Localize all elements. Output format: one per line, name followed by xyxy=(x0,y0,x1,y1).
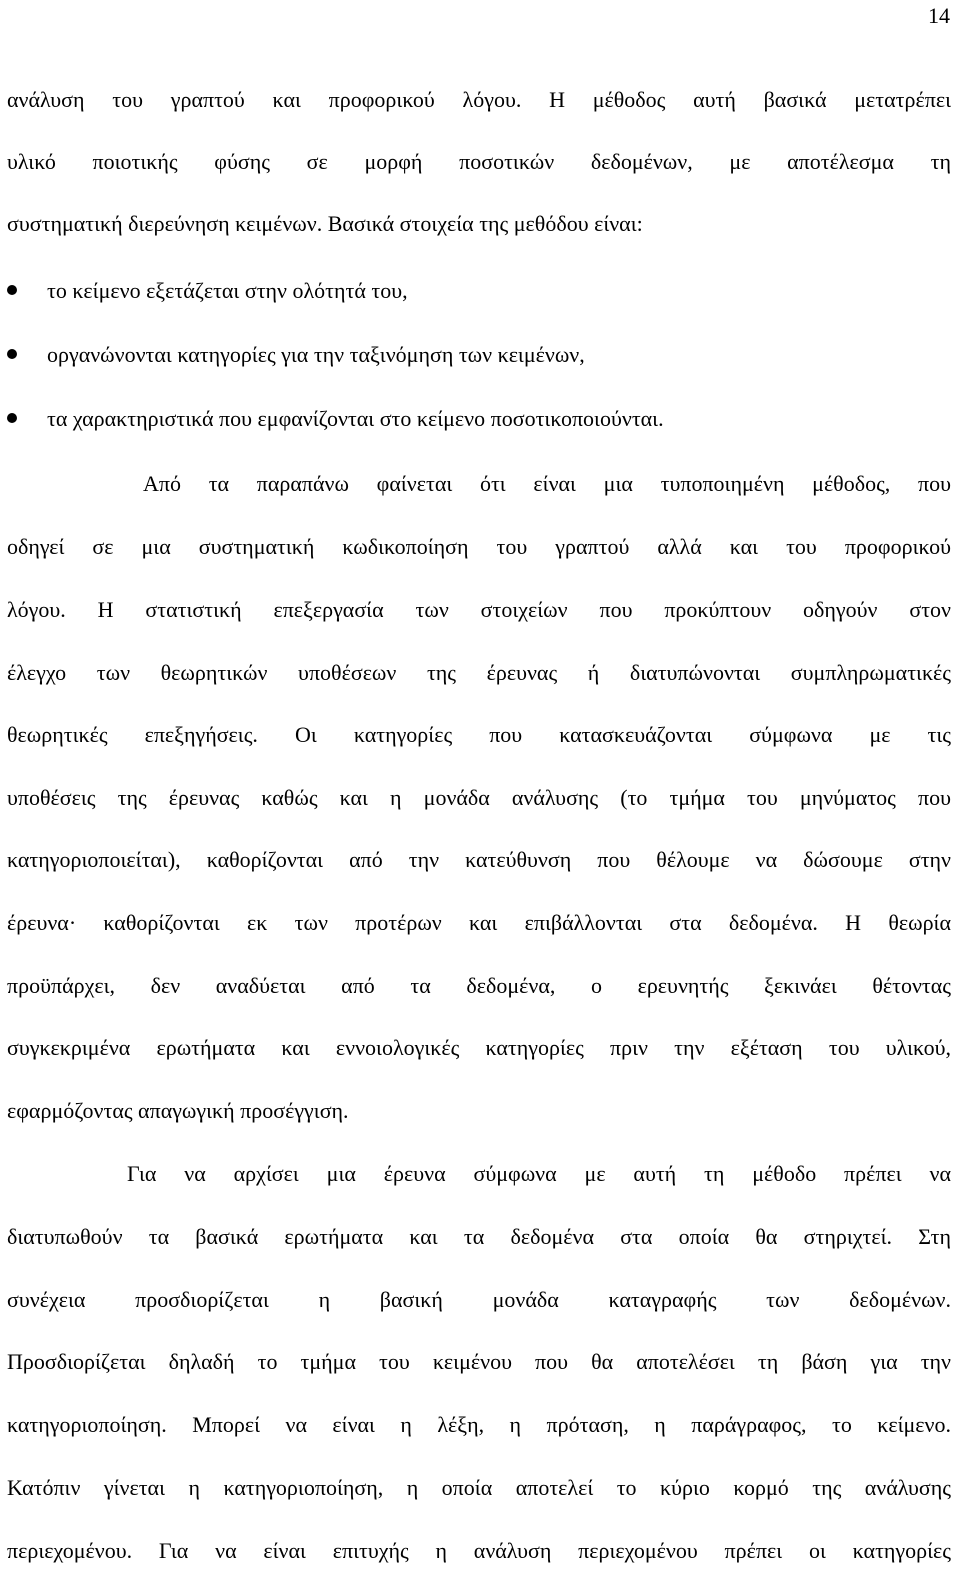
body-text-line: περιεχομένου. Για να είναι επιτυχής η ανάλυση περιεχομένου πρέπει οι κατηγορίες xyxy=(7,1538,951,1563)
body-text-line: διατυπωθούν τα βασικά ερωτήματα και τα δεδομένα στα οποία θα στηριχτεί. Στη xyxy=(7,1224,951,1249)
bullet-item: τα χαρακτηριστικά που εμφανίζονται στο κείμενο ποσοτικοποιούνται. xyxy=(47,406,664,431)
bullet-icon xyxy=(7,349,17,359)
bullet-item: οργανώνονται κατηγορίες για την ταξινόμηση των κειμένων, xyxy=(47,342,585,367)
body-text-line: συστηματική διερεύνηση κειμένων. Βασικά στοιχεία της μεθόδου είναι: xyxy=(7,211,643,236)
bullet-item: το κείμενο εξετάζεται στην ολότητά του, xyxy=(47,278,408,303)
body-text-line: ανάλυση του γραπτού και προφορικού λόγου. Η μέθοδος αυτή βασικά μετατρέπει xyxy=(7,87,951,112)
body-text-line: υποθέσεις της έρευνας καθώς και η μονάδα ανάλυσης (το τμήμα του μηνύματος που xyxy=(7,785,951,810)
bullet-icon xyxy=(7,413,17,423)
body-text-line: λόγου. Η στατιστική επεξεργασία των στοιχείων που προκύπτουν οδηγούν στον xyxy=(7,597,951,622)
body-text-line: Προσδιορίζεται δηλαδή το τμήμα του κειμένου που θα αποτελέσει τη βάση για την xyxy=(7,1349,951,1374)
page-number: 14 xyxy=(928,3,950,28)
body-text-line: οδηγεί σε μια συστηματική κωδικοποίηση του γραπτού αλλά και του προφορικού xyxy=(7,534,951,559)
body-text-line: εφαρμόζοντας απαγωγική προσέγγιση. xyxy=(7,1098,349,1123)
body-text-line: κατηγοριοποιείται), καθορίζονται από την κατεύθυνση που θέλουμε να δώσουμε στην xyxy=(7,847,951,872)
body-text-line: Για να αρχίσει μια έρευνα σύμφωνα με αυτή τη μέθοδο πρέπει να xyxy=(127,1161,951,1186)
body-text-line: έρευνα· καθορίζονται εκ των προτέρων και επιβάλλονται στα δεδομένα. Η θεωρία xyxy=(7,910,951,935)
body-text-line: υλικό ποιοτικής φύσης σε μορφή ποσοτικών δεδομένων, με αποτέλεσμα τη xyxy=(7,149,951,174)
body-text-line: Κατόπιν γίνεται η κατηγοριοποίηση, η οποία αποτελεί το κύριο κορμό της ανάλυσης xyxy=(7,1475,951,1500)
body-text-line: κατηγοριοποίηση. Μπορεί να είναι η λέξη, η πρόταση, η παράγραφος, το κείμενο. xyxy=(7,1412,951,1437)
body-text-line: Από τα παραπάνω φαίνεται ότι είναι μια τυποποιημένη μέθοδος, που xyxy=(143,471,951,496)
body-text-line: θεωρητικές επεξηγήσεις. Οι κατηγορίες που κατασκευάζονται σύμφωνα με τις xyxy=(7,722,951,747)
body-text-line: έλεγχο των θεωρητικών υποθέσεων της έρευνας ή διατυπώνονται συμπληρωματικές xyxy=(7,660,951,685)
body-text-line: συγκεκριμένα ερωτήματα και εννοιολογικές κατηγορίες πριν την εξέταση του υλικού, xyxy=(7,1035,951,1060)
body-text-line: συνέχεια προσδιορίζεται η βασική μονάδα καταγραφής των δεδομένων. xyxy=(7,1287,951,1312)
bullet-icon xyxy=(7,285,17,295)
body-text-line: προϋπάρχει, δεν αναδύεται από τα δεδομένα, ο ερευνητής ξεκινάει θέτοντας xyxy=(7,973,951,998)
